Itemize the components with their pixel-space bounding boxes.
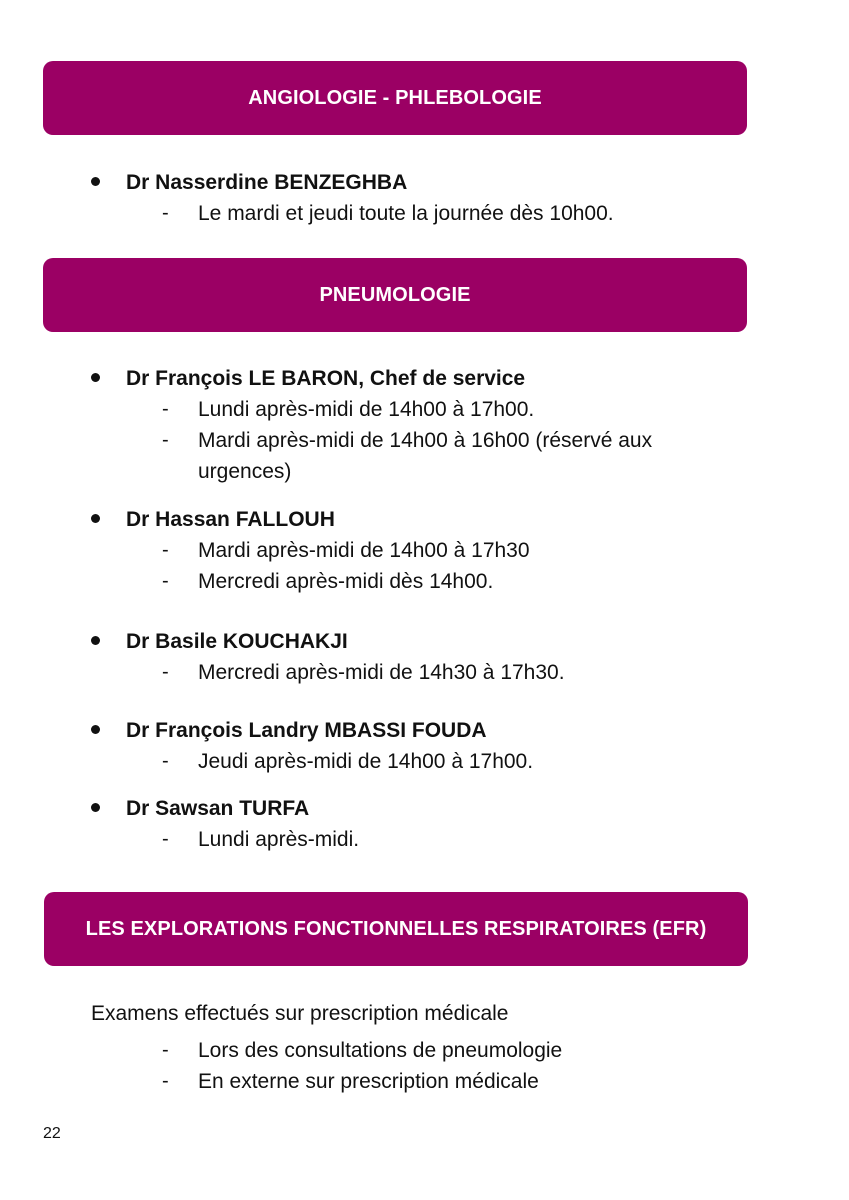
schedule-item: Mercredi après-midi de 14h30 à 17h30. — [198, 661, 565, 684]
bullet-icon — [91, 636, 100, 645]
section-title: LES EXPLORATIONS FONCTIONNELLES RESPIRATOIRES (EFR) — [85, 917, 707, 940]
efr-intro: Examens effectués sur prescription médicale — [91, 1002, 509, 1025]
schedule-item: Lundi après-midi de 14h00 à 17h00. — [198, 398, 535, 421]
doctor-name: Dr Sawsan TURFA — [126, 797, 310, 820]
dash-icon: - — [162, 429, 169, 451]
doctor-name: Dr Nasserdine BENZEGHBA — [126, 171, 408, 194]
dash-icon: - — [162, 202, 169, 224]
dash-icon: - — [162, 661, 169, 683]
doctor-entry — [0, 363, 849, 487]
dash-icon: - — [162, 398, 169, 420]
bullet-icon — [91, 373, 100, 382]
doctor-name: Dr François Landry MBASSI FOUDA — [126, 719, 487, 742]
schedule-item: Mercredi après-midi dès 14h00. — [198, 570, 494, 593]
doctor-name: Dr François LE BARON, Chef de service — [126, 367, 526, 390]
schedule-item: Lundi après-midi. — [198, 828, 360, 851]
section-title: ANGIOLOGIE - PHLEBOLOGIE — [248, 86, 542, 109]
dash-icon: - — [162, 828, 169, 850]
page-number: 22 — [43, 1125, 61, 1142]
efr-list — [0, 1035, 849, 1097]
bullet-icon — [91, 725, 100, 734]
doctor-entry — [0, 167, 849, 229]
doctor-entry — [0, 715, 849, 777]
schedule-item: Jeudi après-midi de 14h00 à 17h00. — [198, 750, 534, 773]
efr-item: En externe sur prescription médicale — [198, 1070, 539, 1093]
efr-item: Lors des consultations de pneumologie — [198, 1039, 563, 1062]
dash-icon: - — [162, 1070, 169, 1092]
dash-icon: - — [162, 750, 169, 772]
schedule-item: Mardi après-midi de 14h00 à 17h30 — [198, 539, 530, 562]
dash-icon: - — [162, 539, 169, 561]
section-title: PNEUMOLOGIE — [319, 283, 471, 306]
section-header-angiologie — [43, 61, 747, 135]
schedule-item: Mardi après-midi de 14h00 à 16h00 (réservé aux urgences) — [198, 429, 653, 483]
schedule-item: Le mardi et jeudi toute la journée dès 10h00. — [198, 202, 614, 225]
doctor-entry — [0, 793, 849, 855]
dash-icon: - — [162, 1039, 169, 1061]
doctor-entry — [0, 504, 849, 597]
section-header-pneumologie — [43, 258, 747, 332]
doctor-entry — [0, 626, 849, 688]
doctor-name: Dr Basile KOUCHAKJI — [126, 630, 348, 653]
bullet-icon — [91, 177, 100, 186]
section-header-efr — [44, 892, 748, 966]
doctor-name: Dr Hassan FALLOUH — [126, 508, 335, 531]
bullet-icon — [91, 514, 100, 523]
dash-icon: - — [162, 570, 169, 592]
bullet-icon — [91, 803, 100, 812]
